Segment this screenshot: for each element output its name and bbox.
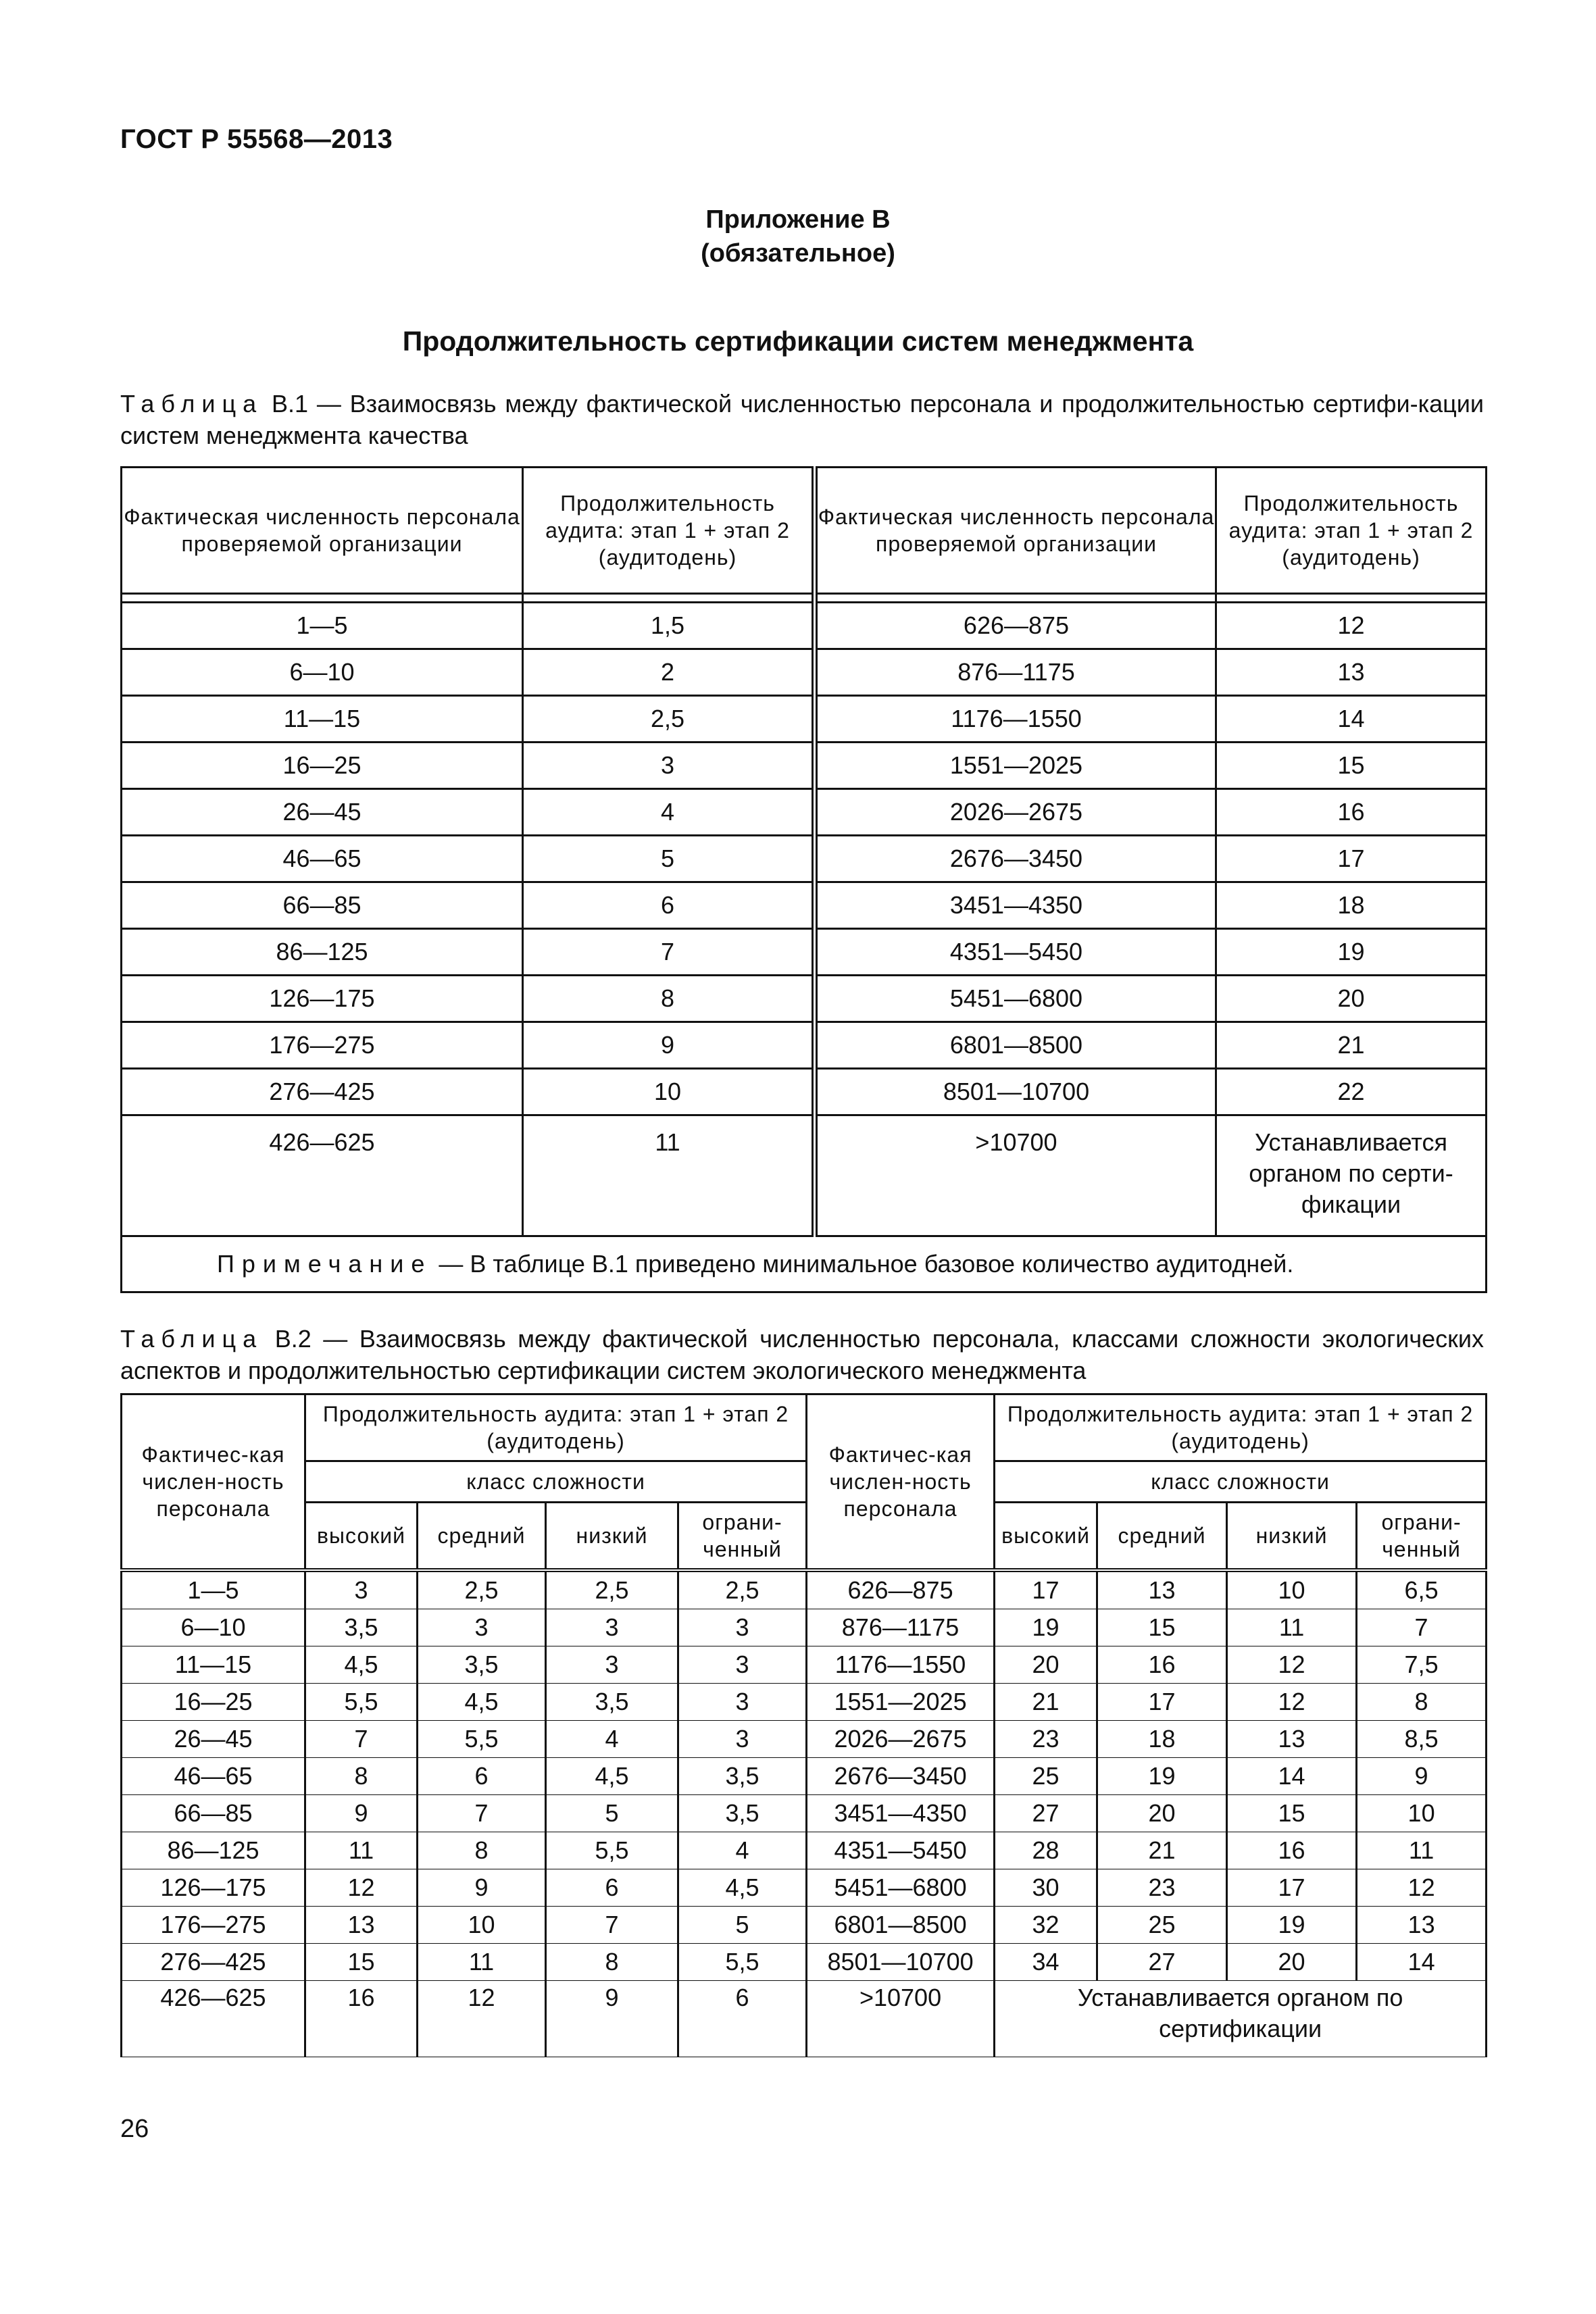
table2-cell: 2026—2675 bbox=[807, 1721, 995, 1758]
appendix-heading bbox=[0, 203, 1596, 270]
table2-cell: 16 bbox=[305, 1981, 418, 2057]
table1-cell: 1—5 bbox=[122, 603, 523, 649]
table2-cell: 5,5 bbox=[305, 1684, 418, 1721]
table2-cell: 9 bbox=[305, 1795, 418, 1832]
table1-cell: 876—1175 bbox=[815, 649, 1216, 696]
table2-cell: 9 bbox=[418, 1869, 546, 1907]
table2-cell: 27 bbox=[1097, 1944, 1227, 1981]
table1-cell: 12 bbox=[1216, 603, 1487, 649]
table2-row bbox=[122, 1981, 1487, 2057]
table2-cell: 626—875 bbox=[807, 1570, 995, 1609]
appendix-subtitle: (обязательное) bbox=[701, 239, 895, 268]
table1-cell: 1,5 bbox=[523, 603, 815, 649]
table1-cell: 46—65 bbox=[122, 836, 523, 882]
table1-cell: Устанавливается органом по серти-фикации bbox=[1216, 1115, 1487, 1236]
table2-cell: 20 bbox=[1227, 1944, 1357, 1981]
table1-cell: 26—45 bbox=[122, 789, 523, 836]
table2-row bbox=[122, 1795, 1487, 1832]
table2-cell: 6 bbox=[418, 1758, 546, 1795]
table1-header-cell: Продолжительность аудита: этап 1 + этап 2 (аудитодень) bbox=[1216, 468, 1487, 594]
table2-cell: 13 bbox=[305, 1907, 418, 1944]
table2-header-row-2 bbox=[122, 1461, 1487, 1503]
table2-row bbox=[122, 1646, 1487, 1684]
section-title: Продолжительность сертификации систем менеджмента bbox=[402, 326, 1194, 357]
table2-row bbox=[122, 1907, 1487, 1944]
table1-cell: 2026—2675 bbox=[815, 789, 1216, 836]
table2-cell: 1176—1550 bbox=[807, 1646, 995, 1684]
table1-cell: 13 bbox=[1216, 649, 1487, 696]
table2-row bbox=[122, 1832, 1487, 1869]
table2-cell: 8 bbox=[546, 1944, 678, 1981]
table2-class-cell: средний bbox=[418, 1503, 546, 1571]
table2-header-duration: Продолжительность аудита: этап 1 + этап 2 (аудитодень) bbox=[995, 1394, 1487, 1461]
table2-class-cell: средний bbox=[1097, 1503, 1227, 1571]
table2-cell: 5,5 bbox=[418, 1721, 546, 1758]
table2-cell: 32 bbox=[995, 1907, 1097, 1944]
table2-cell: 20 bbox=[995, 1646, 1097, 1684]
table2-cell: 4 bbox=[546, 1721, 678, 1758]
table2-cell: 276—425 bbox=[122, 1944, 305, 1981]
document-header: ГОСТ Р 55568—2013 bbox=[120, 124, 393, 154]
table2-cell: 19 bbox=[1227, 1907, 1357, 1944]
table2-cell: 27 bbox=[995, 1795, 1097, 1832]
table1-cell: 6 bbox=[523, 882, 815, 929]
table2-cell: 17 bbox=[1227, 1869, 1357, 1907]
table2-cell: 86—125 bbox=[122, 1832, 305, 1869]
table2-cell: 3,5 bbox=[678, 1758, 807, 1795]
table2-cell: 21 bbox=[1097, 1832, 1227, 1869]
table1-cell: 5 bbox=[523, 836, 815, 882]
table1-cell: 6801—8500 bbox=[815, 1022, 1216, 1069]
table2-caption bbox=[120, 1323, 1484, 1386]
table2-body bbox=[122, 1570, 1487, 1981]
table2-cell: 66—85 bbox=[122, 1795, 305, 1832]
table1-row bbox=[122, 836, 1487, 882]
table1-header-row bbox=[122, 468, 1487, 594]
table2-cell: 11 bbox=[1357, 1832, 1487, 1869]
table2-cell: 5,5 bbox=[546, 1832, 678, 1869]
table2-cell: 3 bbox=[678, 1609, 807, 1646]
table1-cell: 1176—1550 bbox=[815, 696, 1216, 743]
table2-cell: 11 bbox=[305, 1832, 418, 1869]
table2-cell: 12 bbox=[1227, 1646, 1357, 1684]
table1-row bbox=[122, 882, 1487, 929]
table2-caption-label: Таблица bbox=[120, 1325, 264, 1353]
table2-cell: 26—45 bbox=[122, 1721, 305, 1758]
table2-cell: 5 bbox=[546, 1795, 678, 1832]
table2-cell: 7,5 bbox=[1357, 1646, 1487, 1684]
table1-header-separator bbox=[122, 594, 1487, 603]
table1-row bbox=[122, 789, 1487, 836]
table1-header-cell: Фактическая численность персонала проверяемой организации bbox=[815, 468, 1216, 594]
table2-cell: 15 bbox=[1227, 1795, 1357, 1832]
table1-row bbox=[122, 1022, 1487, 1069]
table1-header-cell: Продолжительность аудита: этап 1 + этап 2 (аудитодень) bbox=[523, 468, 815, 594]
table2-cell: 9 bbox=[546, 1981, 678, 2057]
table1-cell: 86—125 bbox=[122, 929, 523, 976]
table2-cell: 4 bbox=[678, 1832, 807, 1869]
table2-cell: 14 bbox=[1357, 1944, 1487, 1981]
table2-cell: 3 bbox=[418, 1609, 546, 1646]
table2-cell: 5451—6800 bbox=[807, 1869, 995, 1907]
table1-cell: 15 bbox=[1216, 743, 1487, 789]
table1 bbox=[120, 466, 1487, 1293]
table1-cell: 19 bbox=[1216, 929, 1487, 976]
table1-cell: 14 bbox=[1216, 696, 1487, 743]
table2-cell: 12 bbox=[305, 1869, 418, 1907]
table2-cell: 3 bbox=[305, 1570, 418, 1609]
table2-class-cell: высокий bbox=[305, 1503, 418, 1571]
table2-caption-text: В.2 — Взаимосвязь между фактической численностью персонала, классами сложности экологических аспектов и продолжительностью сертификации систем экологического менеджмента bbox=[120, 1325, 1484, 1384]
table2-class-cell: ограни-ченный bbox=[678, 1503, 807, 1571]
table2-cell: 30 bbox=[995, 1869, 1097, 1907]
table1-cell: >10700 bbox=[815, 1115, 1216, 1236]
table2-row bbox=[122, 1944, 1487, 1981]
table2-cell: 426—625 bbox=[122, 1981, 305, 2057]
table2-cell: 3451—4350 bbox=[807, 1795, 995, 1832]
table2-header-class: класс сложности bbox=[305, 1461, 807, 1503]
table1-cell: 22 bbox=[1216, 1069, 1487, 1115]
table1-cell: 16—25 bbox=[122, 743, 523, 789]
table1-cell: 17 bbox=[1216, 836, 1487, 882]
table2-cell: 4,5 bbox=[678, 1869, 807, 1907]
table2-cell: 126—175 bbox=[122, 1869, 305, 1907]
table2-cell: 13 bbox=[1357, 1907, 1487, 1944]
table2-cell: 28 bbox=[995, 1832, 1097, 1869]
table2-cell: 7 bbox=[546, 1907, 678, 1944]
table2-cell: 6—10 bbox=[122, 1609, 305, 1646]
table2-cell: 10 bbox=[1357, 1795, 1487, 1832]
table1-cell: 8501—10700 bbox=[815, 1069, 1216, 1115]
table2-cell: 21 bbox=[995, 1684, 1097, 1721]
table1-caption bbox=[120, 388, 1484, 451]
table1-cell: 3451—4350 bbox=[815, 882, 1216, 929]
table2-row bbox=[122, 1570, 1487, 1609]
table2-cell: 34 bbox=[995, 1944, 1097, 1981]
table2-merged-cell: Устанавливается органом по сертификации bbox=[995, 1981, 1487, 2057]
table2-cell: 16 bbox=[1097, 1646, 1227, 1684]
table2-cell: 11 bbox=[1227, 1609, 1357, 1646]
table2-cell: >10700 bbox=[807, 1981, 995, 2057]
table2-class-cell: ограни-ченный bbox=[1357, 1503, 1487, 1571]
table2-cell: 4,5 bbox=[546, 1758, 678, 1795]
table1-cell: 9 bbox=[523, 1022, 815, 1069]
table2-cell: 4351—5450 bbox=[807, 1832, 995, 1869]
table2-cell: 2,5 bbox=[546, 1570, 678, 1609]
table2-cell: 23 bbox=[1097, 1869, 1227, 1907]
table2-header-row-1 bbox=[122, 1394, 1487, 1461]
table2-cell: 2,5 bbox=[678, 1570, 807, 1609]
table1-cell: 11 bbox=[523, 1115, 815, 1236]
table2-row bbox=[122, 1721, 1487, 1758]
table1-row bbox=[122, 743, 1487, 789]
table2-cell: 16—25 bbox=[122, 1684, 305, 1721]
table2-cell: 8,5 bbox=[1357, 1721, 1487, 1758]
table2-cell: 3 bbox=[546, 1609, 678, 1646]
table2-class-cell: высокий bbox=[995, 1503, 1097, 1571]
table2-cell: 2676—3450 bbox=[807, 1758, 995, 1795]
table1-caption-label: Таблица bbox=[120, 390, 264, 418]
table2-class-cell: низкий bbox=[546, 1503, 678, 1571]
table1-note-row bbox=[122, 1236, 1487, 1292]
table2-cell: 19 bbox=[995, 1609, 1097, 1646]
table2-cell: 3,5 bbox=[305, 1609, 418, 1646]
table2-cell: 6801—8500 bbox=[807, 1907, 995, 1944]
table2-cell: 1551—2025 bbox=[807, 1684, 995, 1721]
table1-cell: 20 bbox=[1216, 976, 1487, 1022]
table1-row bbox=[122, 603, 1487, 649]
table1-row bbox=[122, 696, 1487, 743]
table1-cell: 176—275 bbox=[122, 1022, 523, 1069]
table1-body bbox=[122, 603, 1487, 1236]
table1-cell: 626—875 bbox=[815, 603, 1216, 649]
table1-cell: 4 bbox=[523, 789, 815, 836]
table1-header-cell: Фактическая численность персонала проверяемой организации bbox=[122, 468, 523, 594]
table2-cell: 6 bbox=[546, 1869, 678, 1907]
table2-header-row-3 bbox=[122, 1503, 1487, 1571]
table1-cell: 2,5 bbox=[523, 696, 815, 743]
table1-cell: 4351—5450 bbox=[815, 929, 1216, 976]
table2-cell: 13 bbox=[1227, 1721, 1357, 1758]
table2-cell: 12 bbox=[418, 1981, 546, 2057]
table2-cell: 3,5 bbox=[678, 1795, 807, 1832]
table1-cell: 276—425 bbox=[122, 1069, 523, 1115]
table2-cell: 3,5 bbox=[418, 1646, 546, 1684]
table1-cell: 1551—2025 bbox=[815, 743, 1216, 789]
table2-cell: 9 bbox=[1357, 1758, 1487, 1795]
table2-cell: 46—65 bbox=[122, 1758, 305, 1795]
table2-cell: 5 bbox=[678, 1907, 807, 1944]
table2-cell: 3 bbox=[678, 1684, 807, 1721]
table1-cell: 8 bbox=[523, 976, 815, 1022]
table1-note-label: Примечание bbox=[217, 1250, 432, 1278]
table2-header-duration: Продолжительность аудита: этап 1 + этап 2 (аудитодень) bbox=[305, 1394, 807, 1461]
table1-cell: 16 bbox=[1216, 789, 1487, 836]
table1-cell: 3 bbox=[523, 743, 815, 789]
table2-cell: 15 bbox=[305, 1944, 418, 1981]
table2-cell: 1—5 bbox=[122, 1570, 305, 1609]
table2-cell: 25 bbox=[1097, 1907, 1227, 1944]
table1-row bbox=[122, 649, 1487, 696]
table2-cell: 3 bbox=[678, 1646, 807, 1684]
table2-cell: 18 bbox=[1097, 1721, 1227, 1758]
table2-cell: 17 bbox=[1097, 1684, 1227, 1721]
table1-note-text: — В таблице В.1 приведено минимальное базовое количество аудитодней. bbox=[432, 1250, 1294, 1278]
table2-header-class: класс сложности bbox=[995, 1461, 1487, 1503]
table1-cell: 5451—6800 bbox=[815, 976, 1216, 1022]
table2-cell: 7 bbox=[1357, 1609, 1487, 1646]
table1-row bbox=[122, 1115, 1487, 1236]
table2-cell: 17 bbox=[995, 1570, 1097, 1609]
table2-header-personnel: Фактичес-кая числен-ность персонала bbox=[122, 1394, 305, 1571]
table2-header-personnel: Фактичес-кая числен-ность персонала bbox=[807, 1394, 995, 1571]
table2-cell: 8501—10700 bbox=[807, 1944, 995, 1981]
table2-cell: 25 bbox=[995, 1758, 1097, 1795]
table1-cell: 66—85 bbox=[122, 882, 523, 929]
table1-cell: 426—625 bbox=[122, 1115, 523, 1236]
table2-cell: 8 bbox=[1357, 1684, 1487, 1721]
table2-cell: 6 bbox=[678, 1981, 807, 2057]
table2-cell: 3,5 bbox=[546, 1684, 678, 1721]
table2-cell: 14 bbox=[1227, 1758, 1357, 1795]
table2-cell: 876—1175 bbox=[807, 1609, 995, 1646]
table2-cell: 20 bbox=[1097, 1795, 1227, 1832]
table1-row bbox=[122, 976, 1487, 1022]
table2-cell: 8 bbox=[418, 1832, 546, 1869]
table1-cell: 18 bbox=[1216, 882, 1487, 929]
table1-cell: 11—15 bbox=[122, 696, 523, 743]
table1-cell: 126—175 bbox=[122, 976, 523, 1022]
table2-cell: 176—275 bbox=[122, 1907, 305, 1944]
table2-class-cell: низкий bbox=[1227, 1503, 1357, 1571]
table2-cell: 19 bbox=[1097, 1758, 1227, 1795]
table2-cell: 4,5 bbox=[305, 1646, 418, 1684]
table2-cell: 15 bbox=[1097, 1609, 1227, 1646]
table2-cell: 5,5 bbox=[678, 1944, 807, 1981]
table1-cell: 21 bbox=[1216, 1022, 1487, 1069]
table1-row bbox=[122, 1069, 1487, 1115]
page-number: 26 bbox=[120, 2115, 149, 2143]
table2-row bbox=[122, 1684, 1487, 1721]
table1-cell: 7 bbox=[523, 929, 815, 976]
table2-row bbox=[122, 1869, 1487, 1907]
table2-cell: 11 bbox=[418, 1944, 546, 1981]
table2-cell: 7 bbox=[418, 1795, 546, 1832]
table1-cell: 10 bbox=[523, 1069, 815, 1115]
table2-cell: 8 bbox=[305, 1758, 418, 1795]
table2-cell: 10 bbox=[1227, 1570, 1357, 1609]
table1-caption-text: В.1 — Взаимосвязь между фактической численностью персонала и продолжительностью сертифи-кации систем менеджмента качества bbox=[120, 390, 1484, 449]
table2-cell: 7 bbox=[305, 1721, 418, 1758]
table1-row bbox=[122, 929, 1487, 976]
table1-cell: 6—10 bbox=[122, 649, 523, 696]
table2-row bbox=[122, 1609, 1487, 1646]
table2-cell: 12 bbox=[1227, 1684, 1357, 1721]
table2 bbox=[120, 1393, 1487, 2057]
table2-cell: 11—15 bbox=[122, 1646, 305, 1684]
table2-cell: 23 bbox=[995, 1721, 1097, 1758]
table2-cell: 10 bbox=[418, 1907, 546, 1944]
table2-cell: 4,5 bbox=[418, 1684, 546, 1721]
table2-cell: 13 bbox=[1097, 1570, 1227, 1609]
table2-cell: 6,5 bbox=[1357, 1570, 1487, 1609]
table1-note bbox=[122, 1236, 1487, 1292]
table1-cell: 2676—3450 bbox=[815, 836, 1216, 882]
table2-cell: 3 bbox=[546, 1646, 678, 1684]
table2-row bbox=[122, 1758, 1487, 1795]
appendix-title: Приложение В bbox=[705, 205, 891, 234]
table1-cell: 2 bbox=[523, 649, 815, 696]
table2-cell: 3 bbox=[678, 1721, 807, 1758]
table2-cell: 2,5 bbox=[418, 1570, 546, 1609]
table2-cell: 12 bbox=[1357, 1869, 1487, 1907]
table2-cell: 16 bbox=[1227, 1832, 1357, 1869]
